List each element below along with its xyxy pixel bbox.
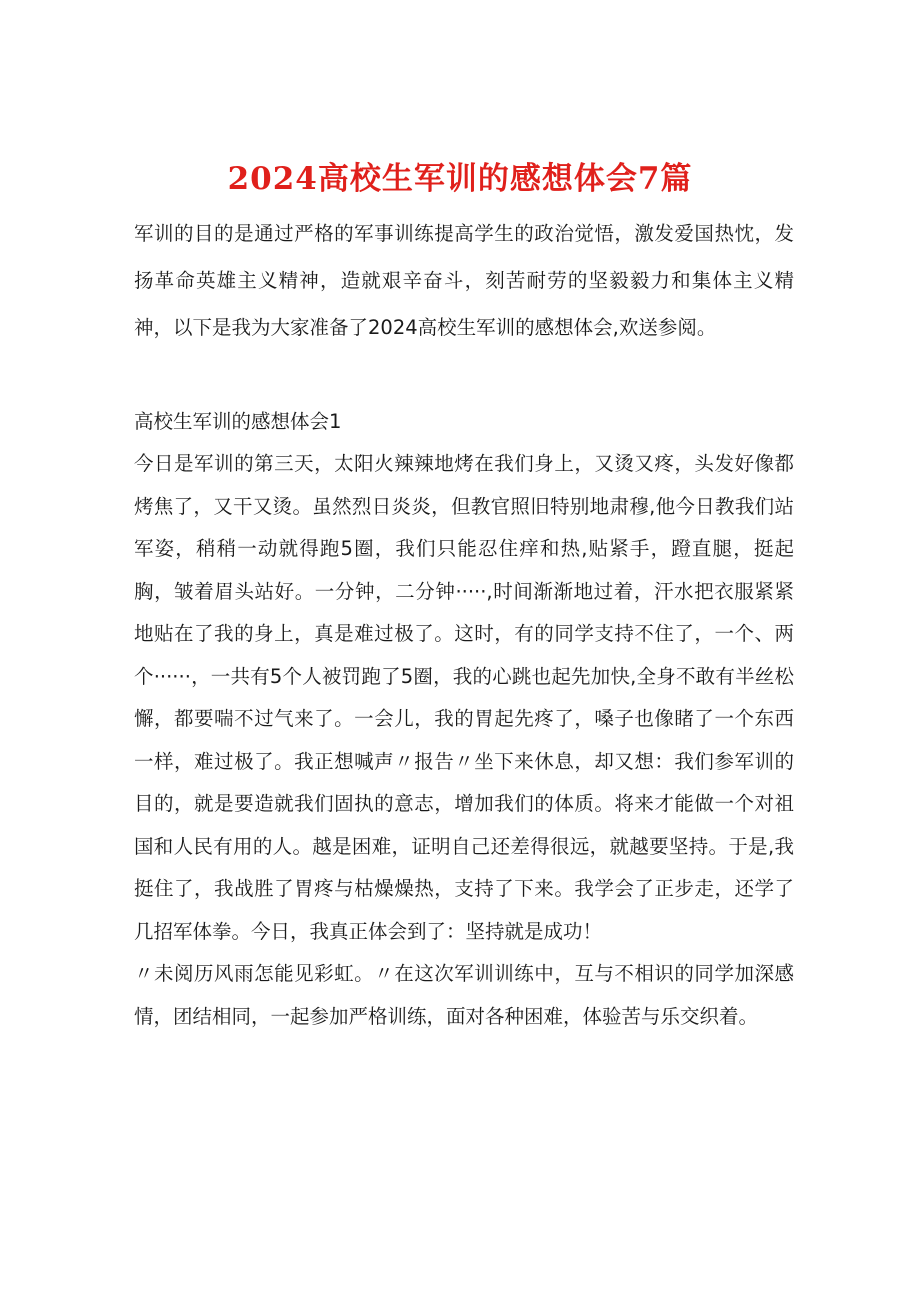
section-1 [134, 401, 794, 1038]
document-body [134, 210, 794, 1038]
body-paragraph: 今日是军训的第三天，太阳火辣辣地烤在我们身上，又烫又疼，头发好像都烤焦了，又干又烫。虽然烈日炎炎，但教官照旧特别地肃穆,他今日教我们站军姿，稍稍一动就得跑5圈，我们只能忍住痒和热,贴紧手，蹬直腿，挺起胸，皱着眉头站好。一分钟，二分钟·····,时间渐渐地过着，汗水把衣服紧紧地贴在了我的身上，真是难过极了。这时，有的同学支持不住了，一个、两个······，一共有5个人被罚跑了5圈，我的心跳也起先加快,全身不敢有半丝松懈，都要喘不过气来了。一会儿，我的胃起先疼了，嗓子也像睹了一个东西一样，难过极了。我正想喊声〃报告〃坐下来休息，却又想：我们参军训的目的，就是要造就我们固执的意志，增加我们的体质。将来才能做一个对祖国和人民有用的人。越是困难，证明自己还差得很远，就越要坚持。于是,我挺住了，我战胜了胃疼与枯燥燥热，支持了下来。我学会了正步走，还学了几招军体拳。今日，我真正体会到了：坚持就是成功！ [134, 452, 794, 943]
intro-paragraph: 军训的目的是通过严格的军事训练提高学生的政治觉悟，激发爱国热忱，发扬革命英雄主义精神，造就艰辛奋斗，刻苦耐劳的坚毅毅力和集体主义精神，以下是我为大家准备了2024高校生军训的感想体会,欢送参阅。 [134, 222, 794, 339]
section-heading: 高校生军训的感想体会1 [134, 410, 342, 433]
body-paragraph: 〃未阅历风雨怎能见彩虹。〃在这次军训训练中，互与不相识的同学加深感情，团结相同，一起参加严格训练，面对各种困难，体验苦与乐交织着。 [134, 962, 794, 1028]
document-title: 2024高校生军训的感想体会7篇 [227, 160, 693, 197]
